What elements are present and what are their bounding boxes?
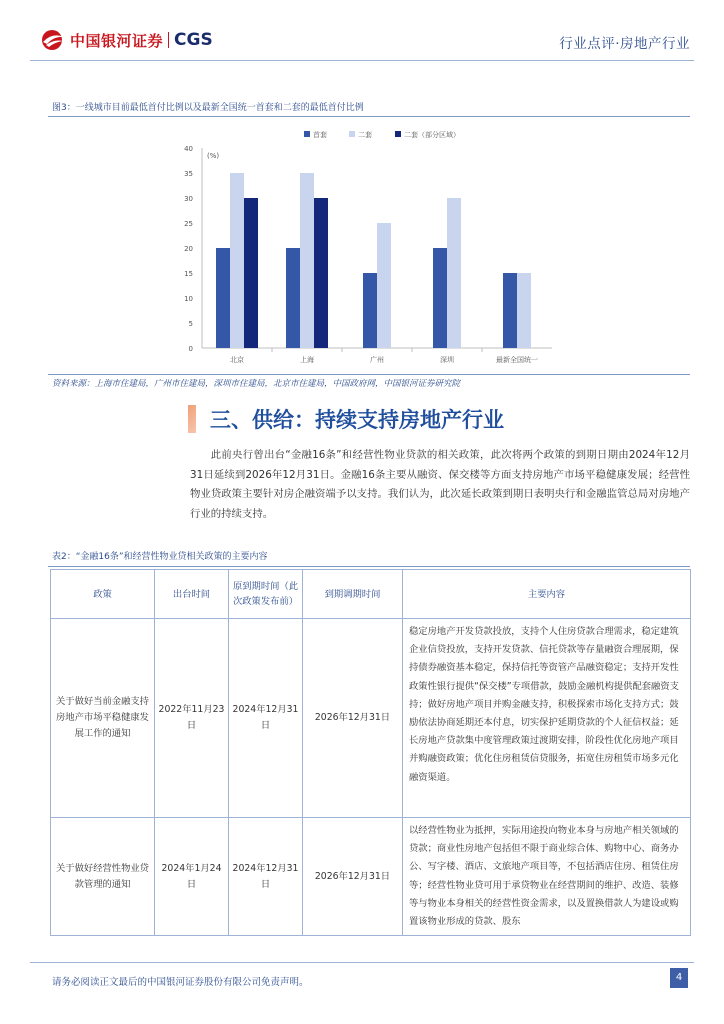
y-tick-label: 20 — [184, 245, 193, 253]
table-top-rule — [48, 566, 690, 567]
y-tick-label: 30 — [184, 195, 193, 203]
table-header-row — [51, 570, 691, 619]
bar — [300, 173, 314, 348]
legend-label: 二套 — [358, 131, 372, 139]
bar — [517, 273, 531, 348]
legend-swatch — [395, 131, 401, 137]
y-tick-label: 10 — [184, 295, 193, 303]
y-unit-label: (%) — [207, 152, 220, 160]
footer-divider — [30, 962, 694, 963]
galaxy-logo-icon — [40, 28, 66, 52]
bar — [363, 273, 377, 348]
figure-caption: 图3：一线城市目前最低首付比例以及最新全国统一首套和二套的最低首付比例 — [52, 103, 364, 113]
y-tick-label: 0 — [188, 345, 193, 353]
y-tick-label: 40 — [184, 145, 193, 153]
header-issued: 出台时间 — [155, 570, 229, 619]
cell-content: 稳定房地产开发贷款投放，支持个人住房贷款合理需求，稳定建筑企业信贷投放，支持开发贷款、信托贷款等存量融资合理展期，保持债券融资基本稳定，保持信托等资管产品融资稳定；支持开发性政策性银行提供“保交楼”专项借款，鼓励金融机构提供配套融资支持；做好房地产项目并购金融支持，积极探索市场化支持方式；鼓励依法协商延期还本付息，切实保护延期贷款的个人征信权益；延长房地产贷款集中度管理政策过渡期安排，阶段性优化房地产项目并购融资政策；优化住房租赁信贷服务，拓宽住房租赁市场多元化融资渠道。 — [403, 619, 691, 818]
page-number: 4 — [670, 968, 688, 988]
bar — [314, 198, 328, 348]
logo-english-text: CGS — [174, 30, 213, 50]
cell-issued: 2022年11月23日 — [155, 619, 229, 818]
cell-issued: 2024年1月24日 — [155, 818, 229, 936]
x-tick-label: 最新全国统一 — [496, 356, 538, 364]
legend-swatch — [304, 131, 310, 137]
header-policy: 政策 — [51, 570, 155, 619]
cell-content: 以经营性物业为抵押，实际用途投向物业本身与房地产相关领域的贷款；商业性房地产包括但不限于商业综合体、购物中心、商务办公、写字楼、酒店、文旅地产项目等，不包括酒店住房、租赁住房等；经营性物业贷可用于承贷物业在经营期间的维护、改造、装修等与物业本身相关的经营性资金需求，以及置换借款人为建设或购置该物业形成的贷款、股东 — [403, 818, 691, 936]
cell-policy: 关于做好当前金融支持房地产市场平稳健康发展工作的通知 — [51, 619, 155, 818]
header-new-expiry: 到期调期时间 — [303, 570, 403, 619]
y-tick-label: 25 — [184, 220, 193, 228]
body-paragraph: 此前央行曾出台“金融16条”和经营性物业贷款的相关政策，此次将两个政策的到期日期由2024年12月31日延续到2026年12月31日。金融16条主要从融资、保交楼等方面支持房地产市场平稳健康发展；经营性物业贷政策主要针对房企融资端予以支持。我们认为，此次延长政策到期日表明央行和金融监管总局对房地产行业的持续支持。 — [190, 449, 690, 520]
x-tick-label: 广州 — [370, 356, 384, 364]
policy-table — [50, 569, 691, 936]
y-tick-label: 15 — [184, 270, 193, 278]
y-tick-label: 35 — [184, 170, 193, 178]
table-caption: 表2：“金融16条”和经营性物业贷相关政策的主要内容 — [52, 552, 268, 562]
bar — [244, 198, 258, 348]
cell-original-expiry: 2024年12月31日 — [229, 619, 303, 818]
page-header — [0, 0, 724, 78]
cell-policy: 关于做好经营性物业贷款管理的通知 — [51, 818, 155, 936]
section-title: 三、供给：持续支持房地产行业 — [210, 408, 504, 432]
cell-new-expiry: 2026年12月31日 — [303, 818, 403, 936]
header-divider — [30, 60, 694, 61]
figure-bottom-rule — [48, 374, 690, 375]
section-accent-bar — [188, 405, 196, 433]
bar — [503, 273, 517, 348]
cell-original-expiry: 2024年12月31日 — [229, 818, 303, 936]
company-logo — [40, 28, 213, 52]
logo-divider — [168, 32, 169, 48]
x-tick-label: 上海 — [300, 356, 314, 364]
report-type: 行业点评·房地产行业 — [559, 36, 690, 52]
header-content: 主要内容 — [403, 570, 691, 619]
header-original-expiry: 原到期时间（此次政策发布前） — [229, 570, 303, 619]
bar — [286, 248, 300, 348]
bar — [433, 248, 447, 348]
bar-chart — [52, 124, 552, 372]
footer-disclaimer: 请务必阅读正文最后的中国银河证券股份有限公司免责声明。 — [52, 977, 309, 988]
legend-label: 首套 — [313, 131, 327, 139]
bar — [216, 248, 230, 348]
x-tick-label: 深圳 — [440, 356, 454, 364]
y-tick-label: 5 — [188, 320, 193, 328]
legend-swatch — [349, 131, 355, 137]
x-tick-label: 北京 — [230, 356, 244, 364]
bar — [230, 173, 244, 348]
logo-chinese-text: 中国银河证券 — [70, 31, 164, 50]
table-row — [51, 818, 691, 936]
legend-label: 二套（部分区域） — [404, 131, 460, 139]
table-row — [51, 619, 691, 818]
figure-source: 资料来源：上海市住建局，广州市住建局，深圳市住建局，北京市住建局，中国政府网，中国银河证券研究院 — [52, 379, 461, 389]
figure-top-rule — [48, 116, 690, 117]
cell-new-expiry: 2026年12月31日 — [303, 619, 403, 818]
bar — [447, 198, 461, 348]
bar — [377, 223, 391, 348]
